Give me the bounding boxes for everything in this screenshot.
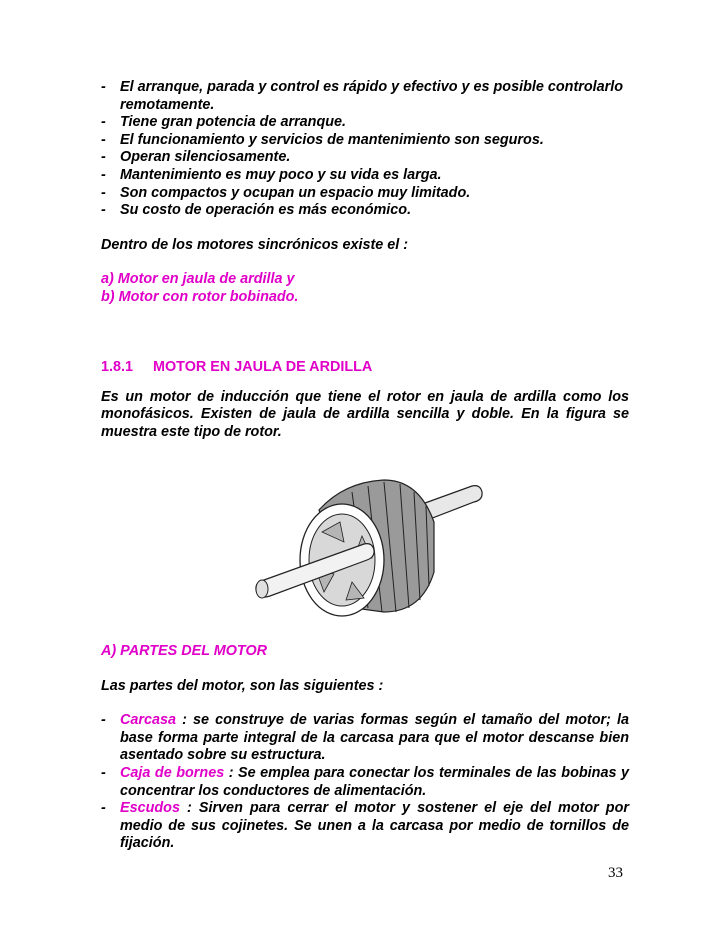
part-item: - Escudos : Sirven para cerrar el motor y sostener el eje del motor por medio de sus cojinetes. Se unen a la carcasa por medio de tornillos de fijación. bbox=[101, 800, 629, 852]
list-item: - Son compactos y ocupan un espacio muy limitado. bbox=[101, 184, 471, 201]
part-separator: : bbox=[224, 764, 239, 781]
squirrel-cage-rotor-image bbox=[244, 462, 488, 632]
part-separator: : bbox=[176, 712, 193, 729]
motor-type-item: a) Motor en jaula de ardilla y bbox=[101, 271, 295, 288]
document-body bbox=[101, 79, 629, 441]
part-term: Escudos bbox=[120, 800, 180, 817]
list-item: - El funcionamiento y servicios de mantenimiento son seguros. bbox=[101, 131, 544, 148]
part-item: - Carcasa : se construye de varias formas según el tamaño del motor; la base forma parte integral de la carcasa para que el motor descanse bien asentado sobre su estructura. bbox=[101, 712, 629, 764]
section-heading bbox=[101, 359, 629, 375]
list-item-text: Operan silenciosamente. bbox=[120, 149, 291, 166]
part-separator: : bbox=[179, 800, 199, 817]
list-item: - El arranque, parada y control es rápido y efectivo y es posible controlarlo remotamente. bbox=[101, 79, 624, 113]
list-item-text: Mantenimiento es muy poco y su vida es larga. bbox=[120, 166, 442, 183]
list-item-text: Su costo de operación es más económico. bbox=[120, 202, 412, 219]
part-desc: se construye de varias formas según el tamaño del motor; la base forma parte integral de la carcasa para que el motor descanse bien asentado sobre su estructura. bbox=[120, 712, 629, 764]
advantages-list bbox=[101, 79, 629, 220]
parts-intro: Las partes del motor, son las siguientes : bbox=[101, 677, 384, 694]
part-term: Caja de bornes bbox=[120, 764, 225, 781]
list-item-text: Tiene gran potencia de arranque. bbox=[120, 114, 347, 131]
section-title: MOTOR EN JAULA DE ARDILLA bbox=[153, 358, 373, 375]
list-item: - Operan silenciosamente. bbox=[101, 149, 291, 166]
parts-heading: A) PARTES DEL MOTOR bbox=[101, 643, 268, 659]
list-item-text: Son compactos y ocupan un espacio muy limitado. bbox=[120, 184, 471, 201]
page-number: 33 bbox=[608, 865, 623, 881]
intro-sync-text: Dentro de los motores sincrónicos existe el : bbox=[101, 236, 409, 253]
rotor-figure bbox=[244, 462, 488, 632]
part-desc: Se emplea para conectar los terminales de las bobinas y concentrar los conductores de alimentación. bbox=[120, 764, 629, 799]
parts-section bbox=[101, 643, 629, 853]
part-desc: Sirven para cerrar el motor y sostener el eje del motor por medio de sus cojinetes. Se unen a la carcasa por medio de tornillos de fijación. bbox=[120, 800, 629, 852]
list-item: - Su costo de operación es más económico. bbox=[101, 202, 412, 219]
part-item: - Caja de bornes : Se emplea para conectar los terminales de las bobinas y concentrar los conductores de alimentación. bbox=[101, 764, 629, 799]
list-item: - Mantenimiento es muy poco y su vida es larga. bbox=[101, 166, 442, 183]
section-number: 1.8.1 bbox=[101, 358, 134, 375]
list-item-text: El arranque, parada y control es rápido y efectivo y es posible controlarlo remotamente. bbox=[120, 79, 624, 113]
parts-list bbox=[101, 712, 629, 853]
motor-type-item: b) Motor con rotor bobinado. bbox=[101, 288, 299, 305]
part-term: Carcasa bbox=[120, 712, 177, 729]
section-paragraph: Es un motor de inducción que tiene el rotor en jaula de ardilla como los monofásicos. Existen de jaula de ardilla sencilla y doble. En la figura se muestra este tipo de rotor. bbox=[101, 388, 629, 440]
list-item-text: El funcionamiento y servicios de mantenimiento son seguros. bbox=[120, 131, 544, 148]
motor-types-list bbox=[101, 271, 629, 306]
list-item: - Tiene gran potencia de arranque. bbox=[101, 114, 347, 131]
